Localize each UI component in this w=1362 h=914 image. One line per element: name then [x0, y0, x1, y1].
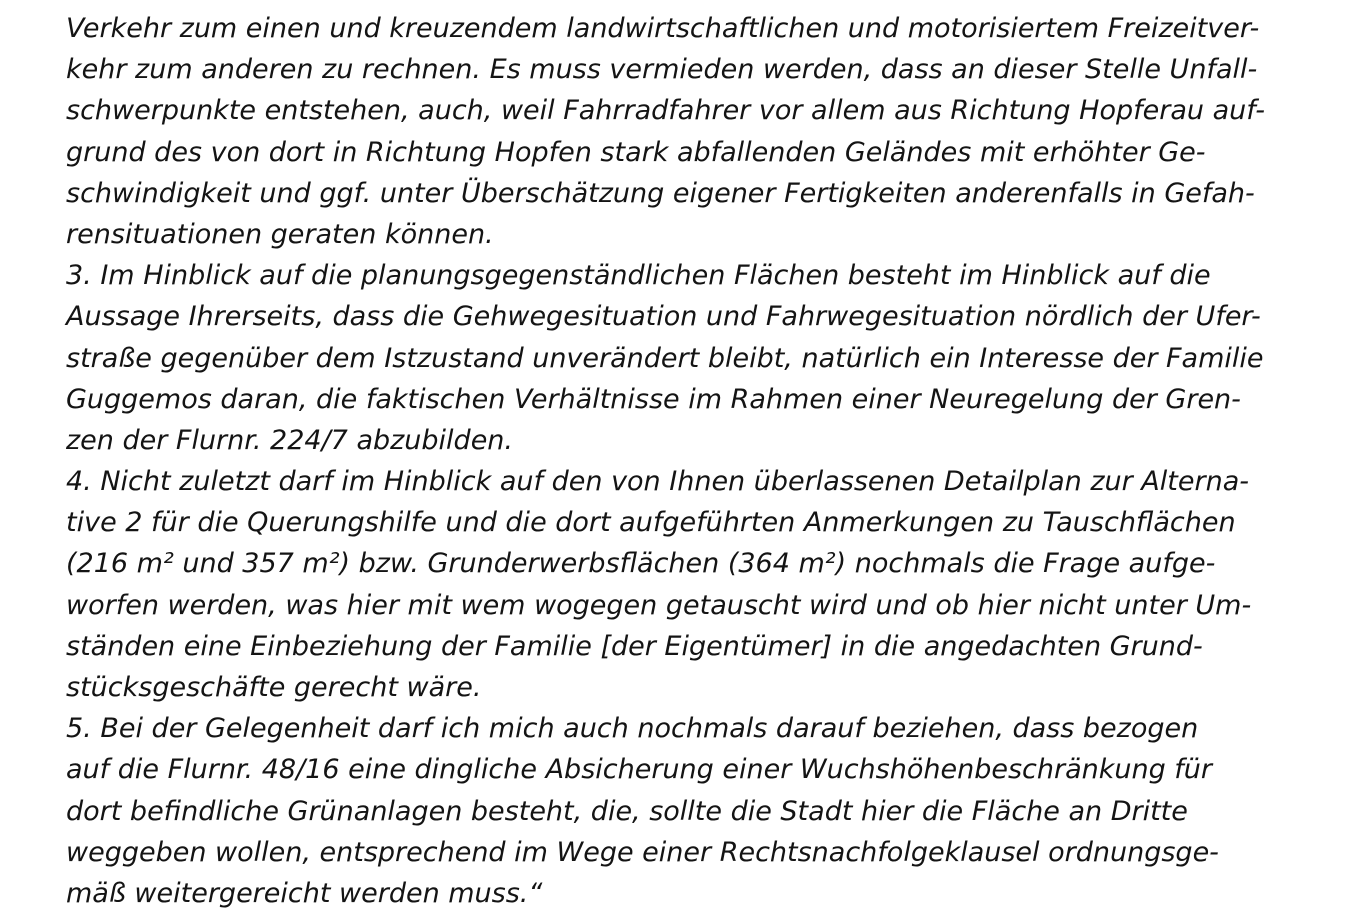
- item-3-line: 3. Im Hinblick auf die planungsgegenständlichen Flächen besteht im Hinblick auf die: [66, 260, 1211, 292]
- text-line: schwerpunkte entstehen, auch, weil Fahrradfahrer vor allem aus Richtung Hopferau auf-: [66, 95, 1265, 127]
- item-4-line: 4. Nicht zuletzt darf im Hinblick auf den von Ihnen überlassenen Detailplan zur Alterna-: [66, 466, 1249, 498]
- item-5-line: 5. Bei der Gelegenheit darf ich mich auch nochmals darauf beziehen, dass bezogen: [66, 713, 1199, 745]
- text-line: Guggemos daran, die faktischen Verhältnisse im Rahmen einer Neuregelung der Gren-: [66, 383, 1241, 415]
- text-line: worfen werden, was hier mit wem wogegen getauscht wird und ob hier nicht unter Um-: [66, 589, 1252, 621]
- text-line: mäß weitergereicht werden muss.“: [66, 877, 543, 909]
- text-line: rensituationen geraten können.: [66, 218, 494, 250]
- text-line: ständen eine Einbeziehung der Familie [der Eigentümer] in die angedachten Grund-: [66, 630, 1203, 662]
- text-line: auf die Flurnr. 48/16 eine dingliche Absicherung einer Wuchshöhenbeschränkung für: [66, 754, 1213, 786]
- text-line: kehr zum anderen zu rechnen. Es muss vermieden werden, dass an dieser Stelle Unfall-: [66, 54, 1258, 86]
- text-line: dort befindliche Grünanlagen besteht, die, sollte die Stadt hier die Fläche an Dritte: [66, 795, 1188, 827]
- text-line: (216 m² und 357 m²) bzw. Grunderwerbsflächen (364 m²) nochmals die Frage aufge-: [66, 548, 1216, 580]
- text-line: schwindigkeit und ggf. unter Überschätzung eigener Fertigkeiten anderenfalls in Gefah-: [66, 177, 1255, 209]
- text-line: zen der Flurnr. 224/7 abzubilden.: [66, 424, 514, 456]
- document-page: [66, 8, 1316, 914]
- text-line: Verkehr zum einen und kreuzendem landwirtschaftlichen und motorisiertem Freizeitver-: [66, 13, 1260, 44]
- text-line: weggeben wollen, entsprechend im Wege einer Rechtsnachfolgeklausel ordnungsge-: [66, 836, 1219, 868]
- text-line: tive 2 für die Querungshilfe und die dort aufgeführten Anmerkungen zu Tauschflächen: [66, 507, 1236, 539]
- text-line: stücksgeschäfte gerecht wäre.: [66, 672, 482, 703]
- text-line: straße gegenüber dem Istzustand unverändert bleibt, natürlich ein Interesse der Familie: [66, 342, 1264, 374]
- text-line: grund des von dort in Richtung Hopfen stark abfallenden Geländes mit erhöhter Ge-: [66, 136, 1206, 168]
- text-line: Aussage Ihrerseits, dass die Gehwegesituation und Fahrwegesituation nördlich der Ufer-: [66, 301, 1261, 333]
